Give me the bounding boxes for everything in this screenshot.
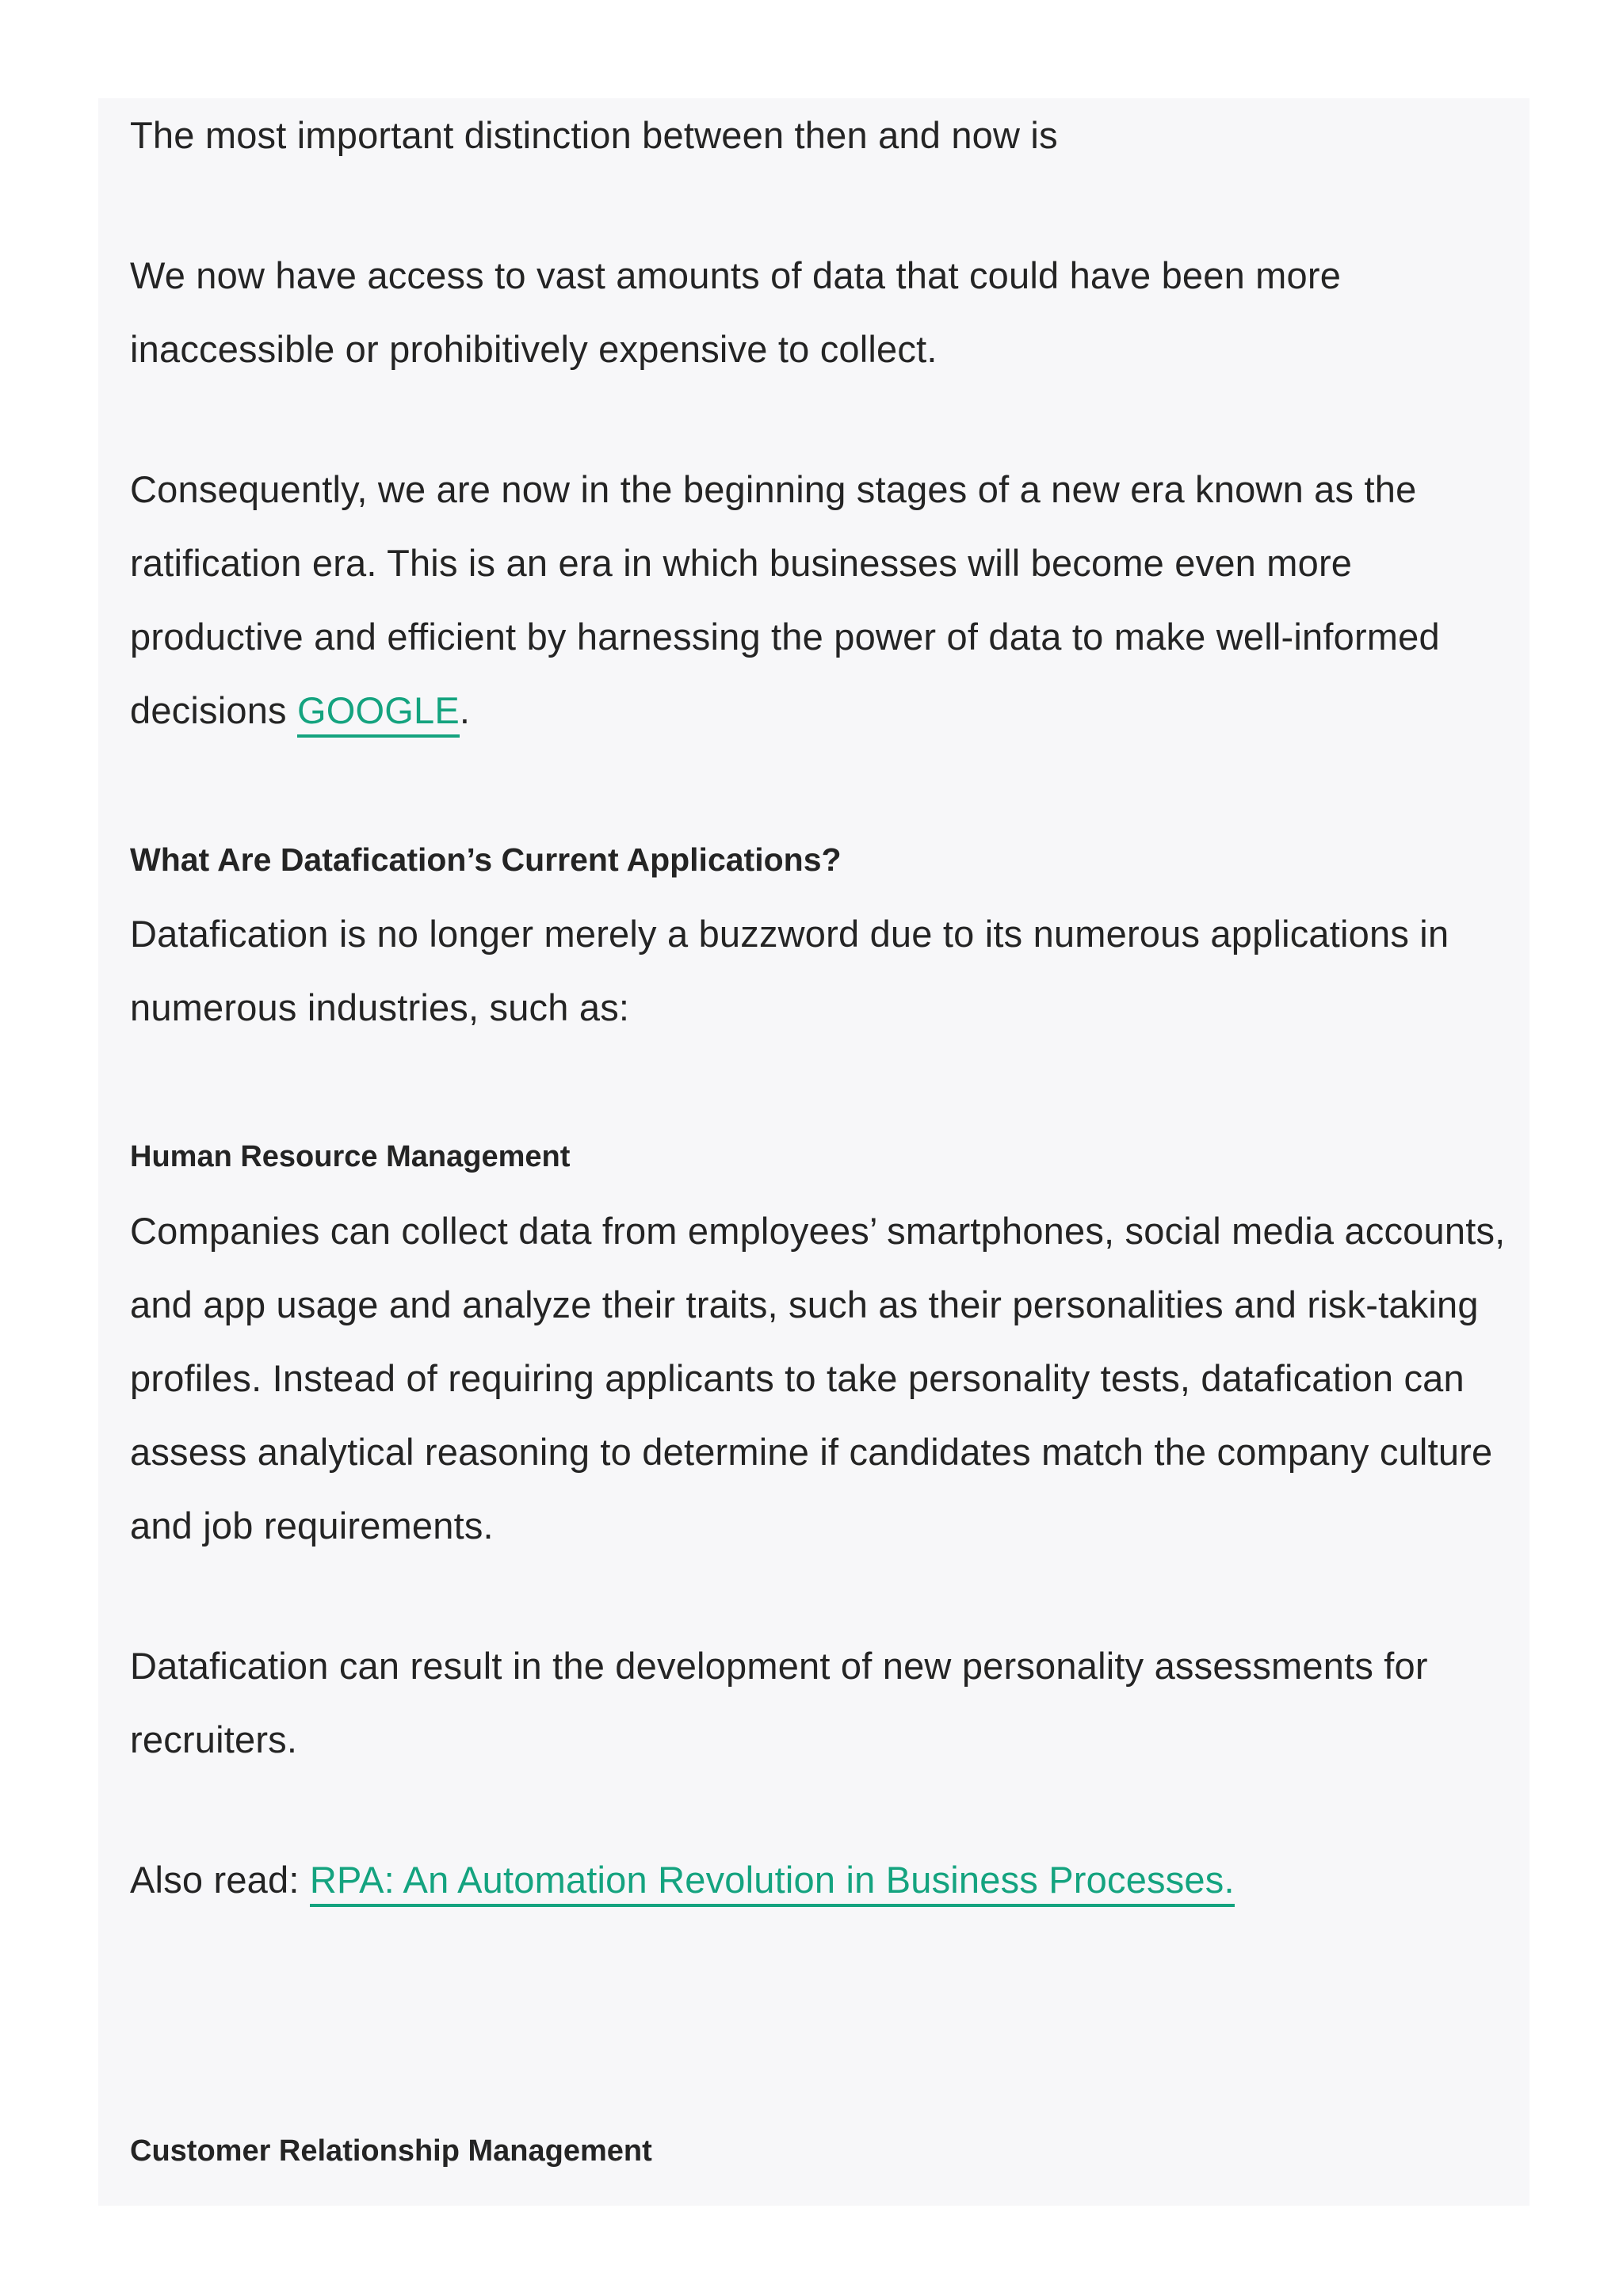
heading-customer-relationship-management: Customer Relationship Management bbox=[130, 2134, 652, 2168]
also-read bbox=[130, 1843, 1525, 1917]
paragraph-data-access: We now have access to vast amounts of data that could have been more inaccessible or prohibitively expensive to collect. bbox=[130, 254, 1342, 370]
paragraph-ratification-era bbox=[130, 452, 1525, 747]
also-read-label: Also read: bbox=[130, 1859, 310, 1901]
paragraph-ratification-text: Consequently, we are now in the beginning stages of a new era known as the ratification era. This is an era in which businesses will become even more productive and efficient by harnessing the power of data to make well-informed decisions bbox=[130, 468, 1440, 731]
also-read-link[interactable]: RPA: An Automation Revolution in Business Processes. bbox=[310, 1859, 1235, 1907]
paragraph-hr-data: Companies can collect data from employees’ smartphones, social media accounts, and app usage and analyze their traits, such as their personalities and risk-taking profiles. Instead of requiring applicants to take personality tests, datafication can assess analytical reasoning to determine if candidates match the company culture and job requirements. bbox=[130, 1210, 1506, 1547]
article-content bbox=[130, 98, 1525, 2188]
heading-human-resource-management: Human Resource Management bbox=[130, 1140, 571, 1173]
paragraph-personality-assessments: Datafication can result in the development of new personality assessments for recruiters. bbox=[130, 1645, 1428, 1760]
heading-current-applications: What Are Datafication’s Current Applications? bbox=[130, 841, 842, 878]
paragraph-period: . bbox=[459, 689, 471, 731]
paragraph-applications-intro: Datafication is no longer merely a buzzword due to its numerous applications in numerous industries, such as: bbox=[130, 913, 1449, 1028]
paragraph-distinction: The most important distinction between then and now is bbox=[130, 114, 1058, 156]
google-link[interactable]: GOOGLE bbox=[297, 689, 460, 738]
